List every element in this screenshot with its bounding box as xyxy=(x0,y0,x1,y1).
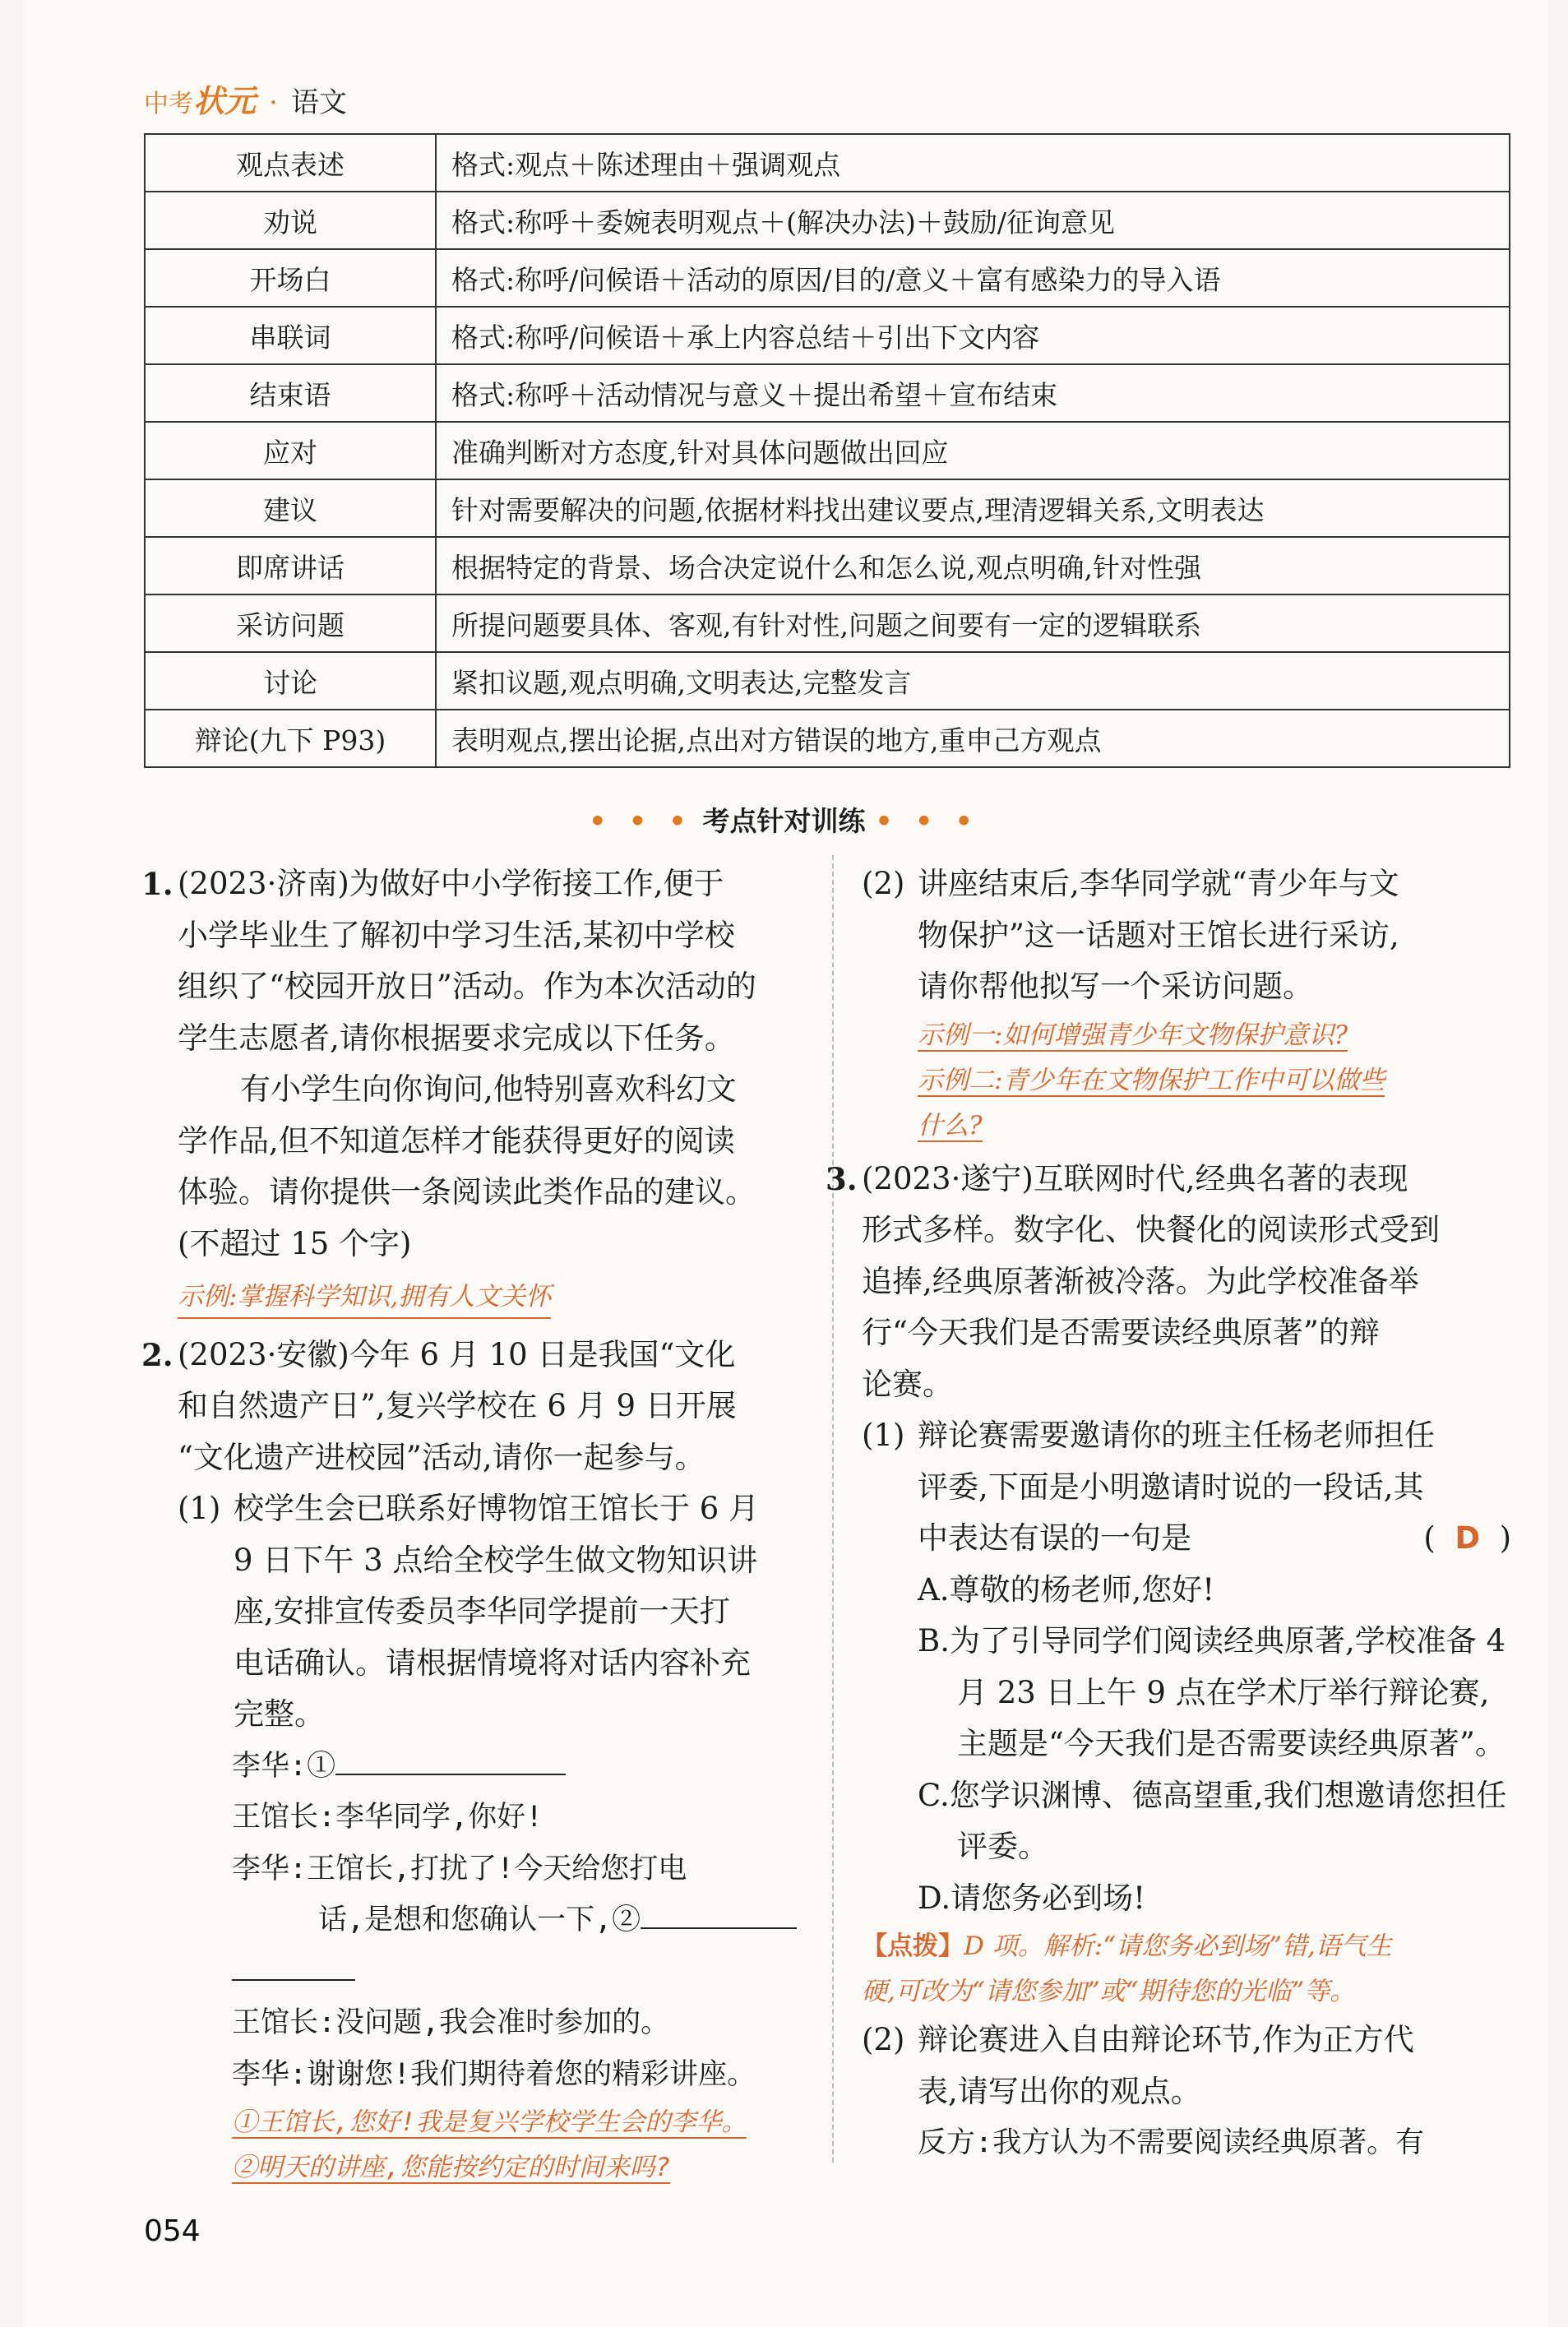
section-title: • • • 考点针对训练 • • • xyxy=(589,805,979,837)
hint-box: 【点拨】D 项。解析:“请您务必到场”错,语气生 硬,可改为“请您参加”或“期待您的光临”等。 xyxy=(826,1924,1511,2015)
question-number: 1. xyxy=(141,866,173,902)
table-cell-content: 格式:称呼＋活动情况与意义＋提出希望＋宣布结束 xyxy=(436,364,1510,422)
table-row xyxy=(145,710,1510,767)
sub-label: (2) xyxy=(862,866,905,901)
hint-text: 硬,可改为“请您参加”或“期待您的光临”等。 xyxy=(862,1977,1356,2006)
text-line: 形式多样。数字化、快餐化的阅读形式受到 xyxy=(862,1212,1440,1247)
text-line: 辩论赛进入自由辩论环节,作为正方代 xyxy=(918,2022,1414,2057)
table-cell-item: 开场白 xyxy=(145,249,436,307)
sub-question-2 xyxy=(862,858,1511,1149)
text-line: 座,安排宣传委员李华同学提前一天打 xyxy=(234,1594,730,1629)
reference-table xyxy=(144,133,1510,768)
table-cell-item: 即席讲话 xyxy=(145,537,436,594)
text-line: 请你帮他拟写一个采访问题。 xyxy=(918,969,1313,1004)
text-line: 论赛。 xyxy=(862,1366,953,1402)
left-column xyxy=(141,858,799,2191)
sub-label: (2) xyxy=(862,2022,905,2057)
table-cell-content: 格式:称呼/问候语＋活动的原因/目的/意义＋富有感染力的导入语 xyxy=(436,249,1510,307)
dialogue-line: 李华:① xyxy=(232,1749,336,1783)
dialogue xyxy=(141,1741,799,2191)
text-line: 学作品,但不知道怎样才能获得更好的阅读 xyxy=(178,1122,735,1159)
text-line: 组织了“校园开放日”活动。作为本次活动的 xyxy=(178,969,756,1004)
text-line: 反方:我方认为不需要阅读经典原著。有 xyxy=(918,2126,1425,2159)
table-row xyxy=(145,537,1510,594)
answer-text: 示例二:青少年在文物保护工作中可以做些 xyxy=(918,1065,1385,1095)
answer-blank-2[interactable] xyxy=(641,1894,797,1929)
text-line: 行“今天我们是否需要读经典原著”的辩 xyxy=(862,1315,1380,1350)
table-row xyxy=(145,652,1510,710)
subject-label: 语文 xyxy=(290,86,347,119)
table-cell-content: 所提问题要具体、客观,有针对性,问题之间要有一定的逻辑联系 xyxy=(436,594,1510,652)
table-row xyxy=(145,249,1510,307)
sub-label: (1) xyxy=(862,1418,905,1453)
text-line: 和自然遗产日”,复兴学校在 6 月 9 日开展 xyxy=(178,1388,737,1423)
table-cell-item: 采访问题 xyxy=(145,594,436,652)
table-cell-item: 辩论(九下 P93) xyxy=(145,710,436,767)
text-line: 小学毕业生了解初中学习生活,某初中学校 xyxy=(178,917,735,953)
dialogue-line: 李华:王馆长,打扰了!今天给您打电 xyxy=(232,1852,687,1885)
table-cell-content: 针对需要解决的问题,依据材料找出建议要点,理清逻辑关系,文明表达 xyxy=(436,479,1510,537)
option-a: A.尊敬的杨老师,您好! xyxy=(918,1571,1215,1608)
option-c: C.您学识渊博、德高望重,我们想邀请您担任评委。 xyxy=(918,1777,1507,1864)
text-line: 讲座结束后,李华同学就“青少年与文 xyxy=(918,866,1399,901)
text-line: 中表达有误的一句是 ( D ) xyxy=(918,1513,1511,1565)
table-cell-content: 表明观点,摆出论据,点出对方错误的地方,重申己方观点 xyxy=(436,710,1510,767)
answer-text: ②明天的讲座,您能按约定的时间来吗? xyxy=(232,2153,671,2182)
answer-text: 示例一:如何增强青少年文物保护意识? xyxy=(918,1020,1348,1050)
table-row xyxy=(145,307,1510,364)
question-number: 3. xyxy=(826,1160,858,1197)
brand-logo: 中考状元 xyxy=(144,83,257,119)
dialogue-line: 李华:谢谢您!我们期待着您的精彩讲座。 xyxy=(232,2057,756,2091)
table-cell-item: 讨论 xyxy=(145,652,436,710)
answer-text: 什么? xyxy=(918,1110,983,1140)
answer-text: 示例:掌握科学知识,拥有人文关怀 xyxy=(178,1276,551,1319)
table-cell-content: 紧扣议题,观点明确,文明表达,完整发言 xyxy=(436,652,1510,710)
text-line: 校学生会已联系好博物馆王馆长于 6 月 xyxy=(234,1491,760,1526)
table-cell-item: 结束语 xyxy=(145,364,436,422)
question-2 xyxy=(141,1330,799,2191)
question-number: 2. xyxy=(141,1336,173,1373)
table-row xyxy=(145,192,1510,249)
table-cell-item: 串联词 xyxy=(145,307,436,364)
page-header xyxy=(144,76,347,121)
dialogue-line: 话,是想和您确认一下,② xyxy=(318,1904,641,1936)
text-line: “文化遗产进校园”活动,请你一起参与。 xyxy=(178,1439,705,1475)
table-cell-item: 观点表述 xyxy=(145,134,436,192)
table-cell-content: 格式:称呼/问候语＋承上内容总结＋引出下文内容 xyxy=(436,307,1510,364)
text-line: 完整。 xyxy=(234,1696,325,1732)
text-line: (2023·安徽)今年 6 月 10 日是我国“文化 xyxy=(178,1336,736,1372)
section-dots-left: • • • xyxy=(589,805,693,837)
text-line: 学生志愿者,请你根据要求完成以下任务。 xyxy=(178,1020,735,1056)
option-d: D.请您务必到场! xyxy=(918,1880,1145,1916)
text-line: 辩论赛需要邀请你的班主任杨老师担任 xyxy=(918,1418,1435,1453)
answer-blank-1[interactable] xyxy=(335,1741,566,1775)
text-line: 物保护”这一话题对王馆长进行采访, xyxy=(918,917,1399,953)
page-number: 054 xyxy=(144,2214,201,2248)
text-line: 表,请写出你的观点。 xyxy=(918,2073,1201,2109)
answer-text: ①王馆长,您好!我是复兴学校学生会的李华。 xyxy=(232,2107,747,2137)
text-line: (不超过 15 个字) xyxy=(178,1225,412,1261)
answer-blank-2-cont[interactable] xyxy=(232,1946,355,1981)
sub-question-2 xyxy=(826,2015,1511,2169)
table-row xyxy=(145,364,1510,422)
table-cell-content: 格式:观点＋陈述理由＋强调观点 xyxy=(436,134,1510,192)
sub-question-1 xyxy=(141,1483,799,1741)
text-line: 体验。请你提供一条阅读此类作品的建议。 xyxy=(178,1174,756,1210)
table-cell-item: 应对 xyxy=(145,422,436,479)
text-line: 9 日下午 3 点给全校学生做文物知识讲 xyxy=(234,1542,758,1578)
text-line: 电话确认。请根据情境将对话内容补充 xyxy=(234,1645,751,1681)
answer-choice: D xyxy=(1455,1520,1481,1556)
table-cell-content: 根据特定的背景、场合决定说什么和怎么说,观点明确,针对性强 xyxy=(436,537,1510,594)
table-row xyxy=(145,479,1510,537)
dialogue-line: 王馆长:没问题,我会准时参加的。 xyxy=(232,2006,670,2039)
text-line: 评委,下面是小明邀请时说的一段话,其 xyxy=(918,1469,1424,1505)
sub-label: (1) xyxy=(178,1491,221,1526)
question-3 xyxy=(826,1154,1511,2169)
text-line: 追捧,经典原著渐被冷落。为此学校准备举 xyxy=(862,1263,1419,1299)
text-line: (2023·济南)为做好中小学衔接工作,便于 xyxy=(178,866,724,901)
section-dots-right: • • • xyxy=(875,805,979,837)
option-b: B.为了引导同学们阅读经典原著,学校准备 4 月 23 日上午 9 点在学术厅举行辩论赛,主题是“今天我们是否需要读经典原著”。 xyxy=(918,1623,1506,1761)
hint-tag: 【点拨】 xyxy=(862,1931,964,1961)
table-cell-content: 格式:称呼＋委婉表明观点＋(解决办法)＋鼓励/征询意见 xyxy=(436,192,1510,249)
right-column xyxy=(826,858,1511,2169)
options-list xyxy=(918,1565,1511,1925)
text-line: (2023·遂宁)互联网时代,经典名著的表现 xyxy=(862,1160,1408,1196)
table-row xyxy=(145,134,1510,192)
header-separator: · xyxy=(269,86,278,119)
dialogue-line: 王馆长:李华同学,你好! xyxy=(232,1801,543,1834)
table-cell-item: 劝说 xyxy=(145,192,436,249)
table-cell-content: 准确判断对方态度,针对具体问题做出回应 xyxy=(436,422,1510,479)
answer-parentheses: ( D ) xyxy=(1423,1520,1511,1556)
text-line: 有小学生向你询问,他特别喜欢科幻文 xyxy=(240,1071,737,1107)
table-row xyxy=(145,422,1510,479)
sub-question-1 xyxy=(826,1410,1511,1924)
question-1 xyxy=(141,858,799,1321)
table-cell-item: 建议 xyxy=(145,479,436,537)
table-row xyxy=(145,594,1510,652)
